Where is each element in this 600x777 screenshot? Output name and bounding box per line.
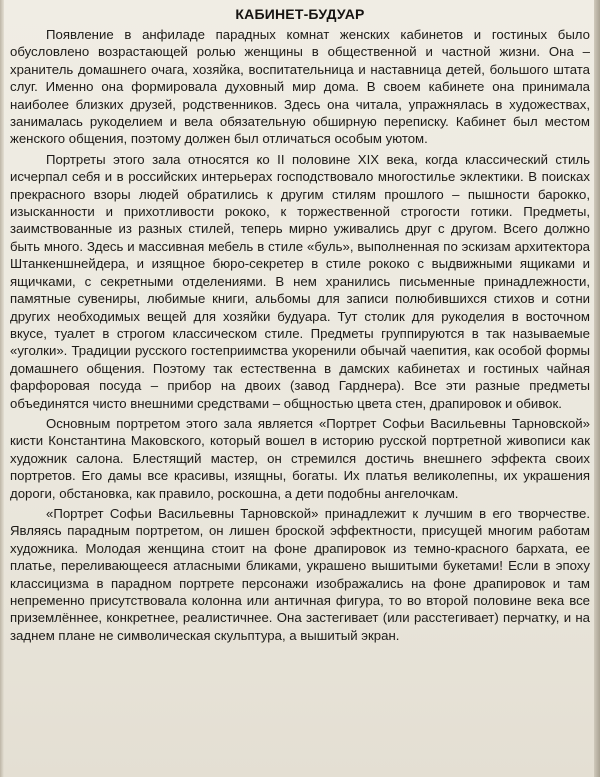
paragraph-main-portrait: Основным портретом этого зала является «Портрет Софьи Васильевны Тарновской» кисти Константина Маковского, который вошел в историю русской портретной живописи как художник салона. Блестящий мастер, он стремился достичь внешнего эффекта своих портретов. Его дамы все красивы, изящны, богаты. Их платья великолепны, их украшения дороги, обстановка, как правило, роскошна, а дети подобны ангелочкам. bbox=[10, 415, 590, 501]
paragraph-portrait-description: «Портрет Софьи Васильевны Тарновской» принадлежит к лучшим в его творчестве. Являясь парадным портретом, он лишен броской эффектности, присущей многим работам художника. Молодая женщина стоит на фоне драпировок из темно-красного бархата, ее платье, переливающееся атласными бликами, украшено вышитыми букетами! Если в эпоху классицизма в парадном портрете персонажи изображались на фоне драпировок и там непременно присутствовала колонна или античная фигура, то во второй половине века все приземлённее, конкретнее, реалистичнее. Она застегивает (или расстегивает) перчатку, и на заднем плане не символическая скульптура, а вышитый экран. bbox=[10, 505, 590, 643]
page-title: КАБИНЕТ-БУДУАР bbox=[235, 6, 365, 22]
panel-right-edge bbox=[594, 0, 600, 777]
panel-left-edge bbox=[0, 0, 4, 777]
panel-content bbox=[10, 6, 590, 646]
paragraph-intro: Появление в анфиладе парадных комнат женских кабинетов и гостиных было обусловлено возрастающей ролью женщины в общественной и частной жизни. Она – хранитель домашнего очага, хозяйка, воспитательница и наставница детей, большого штата слуг. Именно она формировала духовный мир дома. В своем кабинете она принимала наиболее близких друзей, родственников. Здесь она читала, упражнялась в художествах, занималась рукоделием и вела обязательную обширную переписку. Кабинет был местом женского общения, поэтому должен был отличаться особым уютом. bbox=[10, 27, 590, 147]
paragraph-portraits-eclecticism: Портреты этого зала относятся ко II половине XIX века, когда классический стиль исчерпал себя и в российских интерьерах господствовало многостилье эклектики. В поисках прекрасного взоры людей обратились к другим стилям прошлого – пышности барокко, изысканности и прихотливости рококо, к торжественной строгости готики. Предметы, заимствованные из разных стилей, теперь мирно уживались друг с другом. Всего должно быть много. Здесь и массивная мебель в стиле «буль», выполненная по эскизам архитектора Штанкеншнейдера, и изящное бюро-секретер в стиле рококо с выдвижными ящиками и ящичками, с секретными отделениями. В нем хранились письменные принадлежности, памятные сувениры, любимые книги, альбомы для записи полюбившихся стихов и сотни других необходимых вещей для хозяйки будуара. Тут столик для рукоделия в восточном вкусе, туалет в строгом классическом стиле. Предметы группируются в так называемые «уголки». Традиции русского гостеприимства укоренили обычай чаепития, как особой формы домашнего общения. Поэтому так естественна в дамских кабинетах и гостиных чайная фарфоровая посуда – прибор на двоих (завод Гарднера). Все эти разные предметы объединятся чисто внешними средствами – общностью цвета стен, драпировок и обивок. bbox=[10, 151, 590, 411]
